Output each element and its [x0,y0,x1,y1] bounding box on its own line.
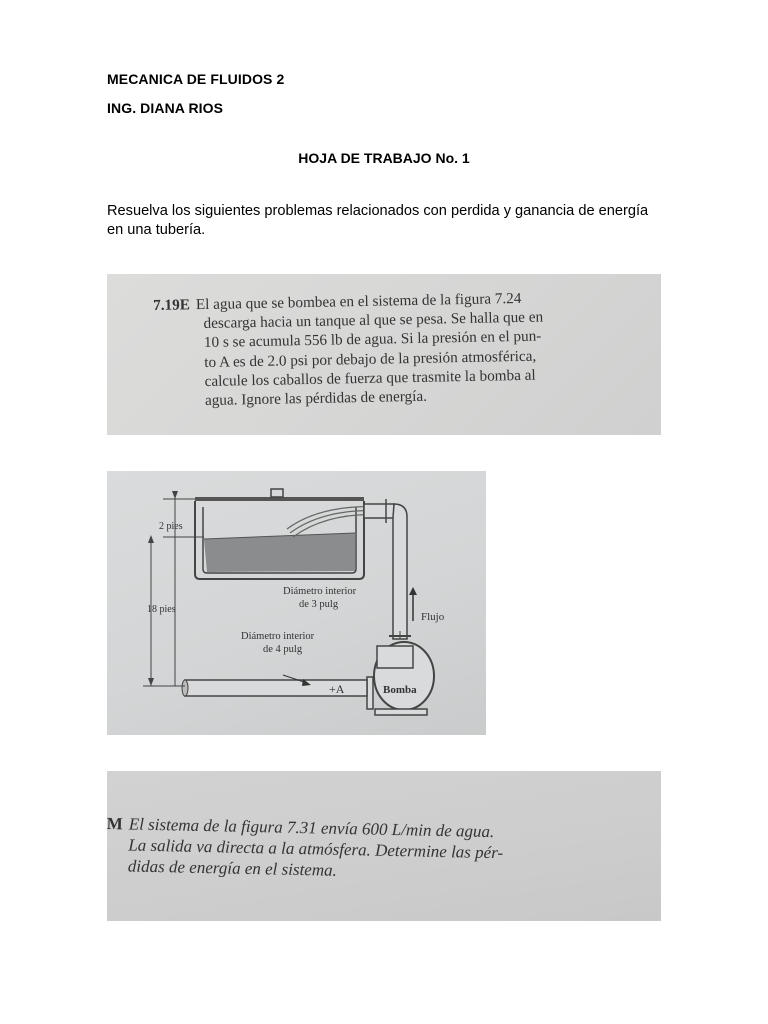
label-2-pies: 2 pies [159,521,183,532]
problem-2-number: M [107,813,124,834]
problem-1-line: to A es de 2.0 psi por debajo de la presión atmosférica, [204,347,537,371]
problem-2-line: didas de energía en el sistema. [127,856,338,880]
label-pump: Bomba [383,684,417,696]
instructions-paragraph: Resuelva los siguientes problemas relacionados con perdida y ganancia de energía en una tubería. [107,203,649,238]
problem-1-line: agua. Ignore las pérdidas de energía. [204,387,428,410]
problem-1-text [153,287,645,412]
label-diameter-3in-line1: Diámetro interior [283,586,357,597]
pump-system-diagram [107,471,486,735]
problem-2-line: La salida va directa a la atmósfera. Determine las pér- [128,835,504,863]
problem-1-line: calcule los caballos de fuerza que trasmite la bomba al [204,366,536,390]
label-flow: Flujo [421,611,445,623]
problem-1-photo [107,274,661,435]
problem-2-text [107,813,657,888]
instructor-name: ING. DIANA RIOS [107,100,224,116]
problem-1-line: 10 s se acumula 556 lb de agua. Si la presión en el pun- [203,327,542,352]
label-diameter-4in-line1: Diámetro interior [241,631,315,642]
label-18-pies: 18 pies [147,604,176,615]
tank [195,489,364,579]
worksheet-title: HOJA DE TRABAJO No. 1 [298,150,470,166]
problem-1-line: descarga hacia un tanque al que se pesa. Se halla que en [203,308,544,333]
problem-1-line: El agua que se bombea en el sistema de la figura 7.24 [195,289,522,314]
figure-photo [107,471,486,735]
problem-1-number: 7.19E [153,296,191,314]
flow-arrow [409,587,417,621]
label-diameter-4in-line2: de 4 pulg [263,644,303,655]
label-point-a: +A [329,682,345,696]
course-title: MECANICA DE FLUIDOS 2 [107,71,285,87]
label-diameter-3in-line2: de 3 pulg [299,599,339,610]
problem-2-photo [107,771,661,921]
problem-2-line: El sistema de la figura 7.31 envía 600 L/min de agua. [128,814,495,842]
pump [367,642,434,715]
